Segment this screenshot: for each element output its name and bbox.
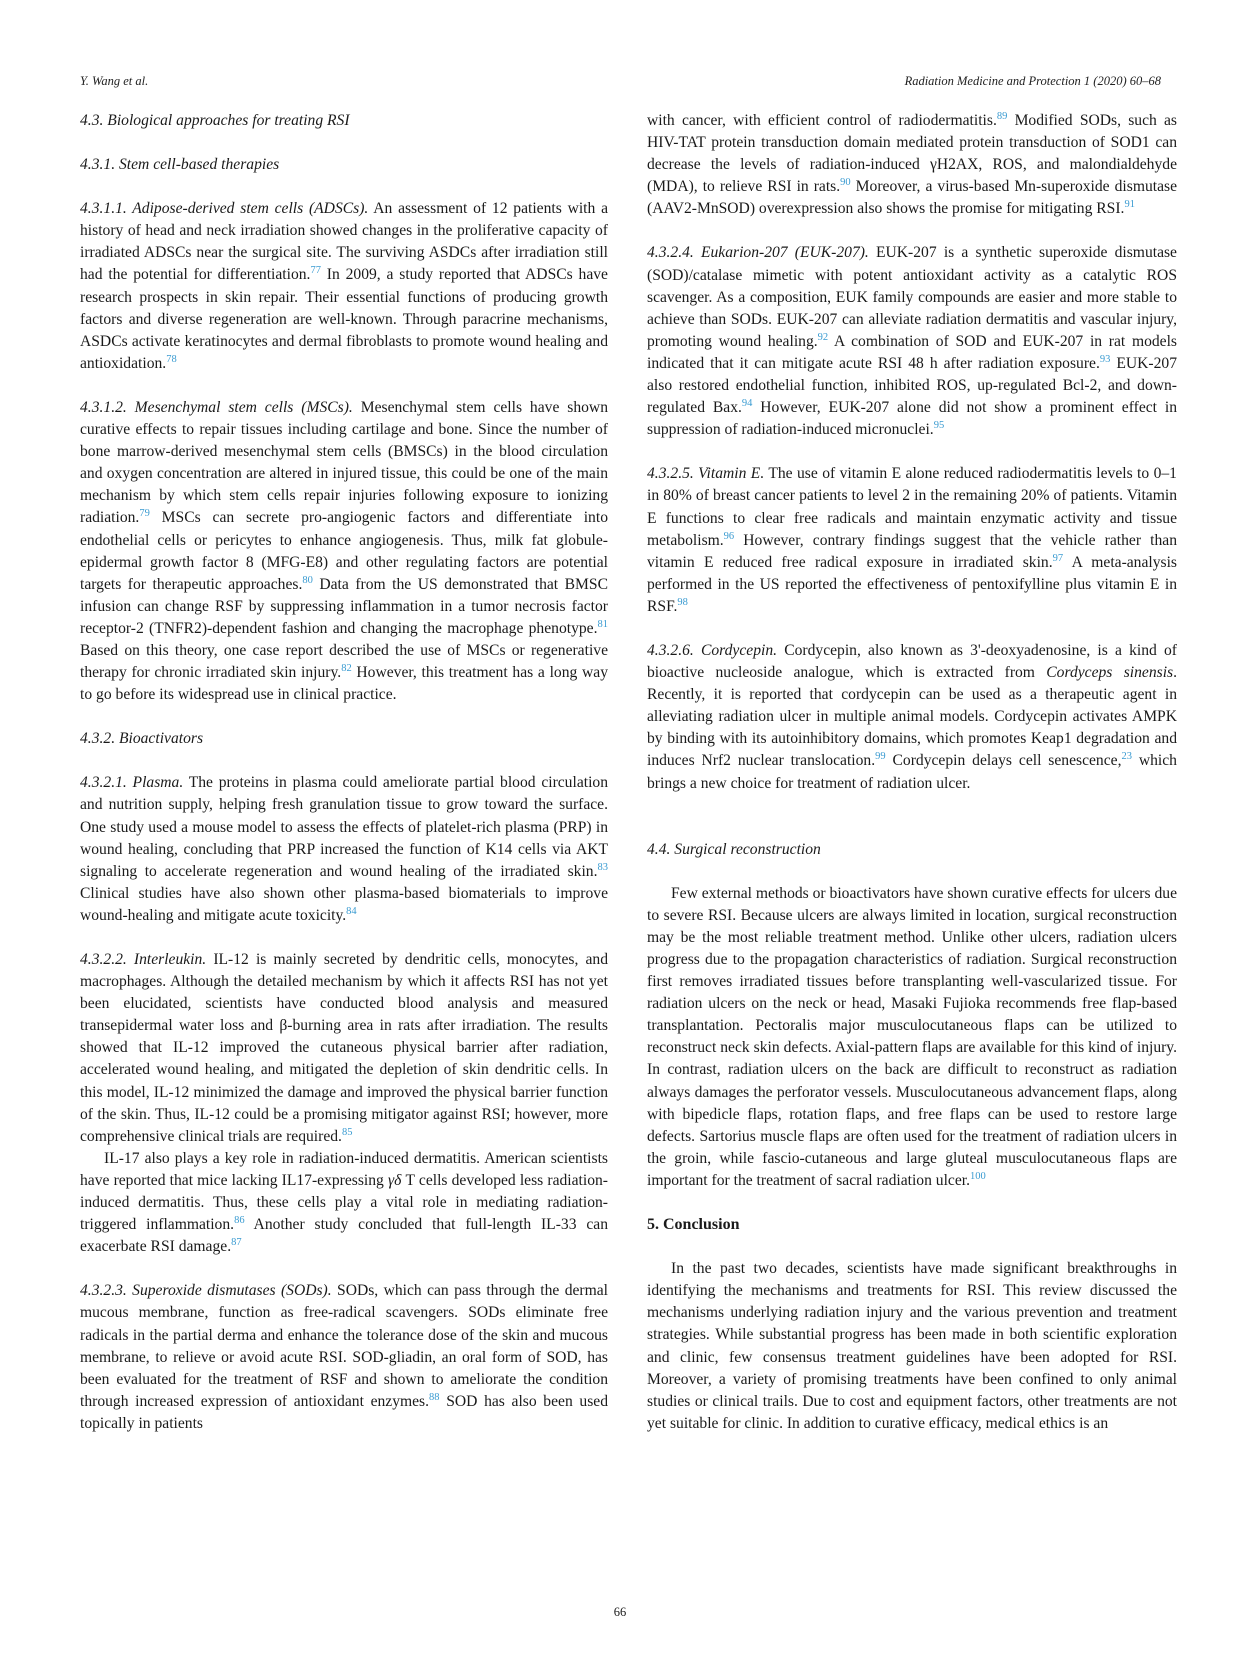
subsection-heading-adsc: 4.3.1.1. Adipose-derived stem cells (ADSCs). bbox=[80, 200, 369, 218]
paragraph-conclusion: In the past two decades, scientists have made significant breakthroughs in identifying the mechanisms and treatments for RSI. This review discussed the mechanisms underlying radiation injury and the various prevention and treatment strategies. While substantial progress has been made in both scientific exploration and clinic, few consensus treatment guidelines have been adopted for RSI. Moreover, a variety of promising treatments have been confined to only animal studies or clinical trails. Due to cost and equipment factors, other treatments are not yet suitable for clinic. In addition to curative efficacy, medical ethics is an bbox=[647, 1260, 1177, 1432]
text: However, EUK-207 alone did not show a prominent effect in suppression of radiation-induced micronuclei. bbox=[647, 399, 1177, 439]
text: Clinical studies have also shown other plasma-based biomaterials to improve wound-healing and mitigate acute toxicity. bbox=[80, 884, 608, 924]
paragraph-euk207 bbox=[647, 242, 1177, 441]
section-heading-4-3-2: 4.3.2. Bioactivators bbox=[80, 730, 204, 748]
running-header-journal: Radiation Medicine and Protection 1 (2020) 60–68 bbox=[904, 74, 1161, 88]
text: Few external methods or bioactivators have shown curative effects for ulcers due to severe RSI. Because ulcers are always limited in location, surgical reconstruction may be the most reliable treatment method. Unlike other ulcers, radiation ulcers progress due to the propagation characteristics of radiation. Surgical reconstruction first removes irradiated tissues before transplanting well-vascularized tissue. For radiation ulcers on the neck or head, Masaki Fujioka recommends free flap-based transplantation. Pectoralis major musculocutaneous flaps can be utilized to reconstruct neck skin defects. Axial-pattern flaps are available for this kind of injury. In contrast, radiation ulcers on the back are difficult to reconstruct as radiation always damages the perforator vessels. Musculocutaneous advancement flaps, along with bipedicle flaps, rotation flaps, and free flaps can be used to restore large defects. Sartorius muscle flaps are often used for the treatment of radiation ulcers in the groin, while fascio-cutaneous and large gluteal musculocutaneous flaps are important for the treatment of sacral radiation ulcer. bbox=[647, 884, 1177, 1189]
subsection-heading-plasma: 4.3.2.1. Plasma. bbox=[80, 774, 184, 792]
paragraph-interleukin bbox=[80, 949, 608, 1148]
paragraph-surgical bbox=[647, 883, 1177, 1192]
ref-link[interactable]: 88 bbox=[429, 1391, 440, 1403]
text: In 2009, a study reported that ADSCs have research prospects in skin repair. Their essential functions of producing growth factors and diverse regeneration are well-known. Through paracrine mechanisms, ASDCs activate keratinocytes and dermal fibroblasts to promote wound healing and antioxidation. bbox=[80, 266, 608, 372]
ref-link[interactable]: 85 bbox=[341, 1126, 353, 1138]
text: Mesenchymal stem cells have shown curative effects to repair tissues including cartilage and bone. Since the number of bone marrow-derived mesenchymal stem cells (BMSCs) in the blood circulation and oxygen concentration are altered in injured tissue, this could be one of the main mechanism by which stem cells repair injuries following exposure to ionizing radiation. bbox=[80, 398, 608, 527]
paragraph-cordycepin bbox=[647, 640, 1177, 795]
ref-link[interactable]: 23 bbox=[1121, 751, 1132, 763]
paragraph-sod-continued bbox=[647, 110, 1177, 220]
text: The use of vitamin E alone reduced radiodermatitis levels to 0–1 in 80% of breast cancer patients to level 2 in the remaining 20% of patients. Vitamin E functions to clear free radicals and maintain enzymatic activity and tissue metabolism. bbox=[647, 465, 1177, 549]
subsection-heading-euk207: 4.3.2.4. Eukarion-207 (EUK-207). bbox=[647, 244, 869, 262]
subsection-heading-sod: 4.3.2.3. Superoxide dismutases (SODs). bbox=[80, 1282, 332, 1300]
ref-link[interactable]: 92 bbox=[817, 331, 829, 343]
right-column bbox=[647, 110, 1177, 1435]
section-heading-4-3: 4.3. Biological approaches for treating RSI bbox=[80, 112, 350, 129]
ref-link[interactable]: 87 bbox=[231, 1237, 242, 1249]
ref-link[interactable]: 99 bbox=[875, 751, 886, 763]
running-header-authors: Y. Wang et al. bbox=[80, 74, 149, 88]
ref-link[interactable]: 91 bbox=[1124, 199, 1135, 211]
section-heading-5: 5. Conclusion bbox=[647, 1216, 740, 1234]
ref-link[interactable]: 100 bbox=[970, 1170, 986, 1182]
ref-link[interactable]: 80 bbox=[302, 574, 313, 586]
ref-link[interactable]: 98 bbox=[677, 596, 688, 608]
left-column bbox=[80, 110, 608, 1435]
section-heading-4-3-1: 4.3.1. Stem cell-based therapies bbox=[80, 156, 280, 174]
text: with cancer, with efficient control of radiodermatitis. bbox=[647, 112, 997, 129]
ref-link[interactable]: 78 bbox=[166, 353, 177, 365]
text: EUK-207 is a synthetic superoxide dismutase (SOD)/catalase mimetic with potent antioxidant activity as a catalytic ROS scavenger. As a composition, EUK family compounds are easier and more stable to achieve than SODs. EUK-207 can alleviate radiation dermatitis and vascular injury, promoting wound healing. bbox=[647, 244, 1177, 350]
ref-link[interactable]: 82 bbox=[341, 663, 352, 675]
ref-link[interactable]: 79 bbox=[139, 508, 150, 520]
subsection-heading-interleukin: 4.3.2.2. Interleukin. bbox=[80, 951, 207, 968]
ref-link[interactable]: 89 bbox=[996, 111, 1008, 122]
text: T cells developed less radiation-induced dermatitis. Thus, these cells play a vital role in mediating radiation-triggered inflammation. bbox=[80, 1171, 608, 1234]
paragraph-msc bbox=[80, 397, 608, 706]
paragraph-plasma bbox=[80, 772, 608, 927]
subsection-heading-vitamin-e: 4.3.2.5. Vitamin E. bbox=[647, 465, 765, 483]
section-heading-4-4: 4.4. Surgical reconstruction bbox=[647, 840, 821, 858]
ref-link[interactable]: 96 bbox=[723, 530, 735, 542]
gamma-delta-symbol: γδ bbox=[388, 1171, 402, 1189]
text: Cordycepin, also known as 3'-deoxyadenosine, is a kind of bioactive nucleoside analogue, which is extracted from bbox=[647, 641, 1177, 682]
text: A combination of SOD and EUK-207 in rat models indicated that it can mitigate acute RSI 48 h after radiation exposure. bbox=[647, 332, 1177, 372]
text: Moreover, a virus-based Mn-superoxide dismutase (AAV2-MnSOD) overexpression also shows the promise for mitigating RSI. bbox=[647, 178, 1177, 218]
ref-link[interactable]: 95 bbox=[933, 420, 945, 432]
ref-link[interactable]: 97 bbox=[1052, 552, 1064, 564]
ref-link[interactable]: 90 bbox=[840, 177, 851, 189]
text: Data from the US demonstrated that BMSC infusion can change RSF by suppressing inflammation in a tumor necrosis factor receptor-2 (TNFR2)-dependent fashion and changing the macrophage phenotype. bbox=[80, 575, 608, 637]
ref-link[interactable]: 81 bbox=[597, 618, 608, 630]
text: Modified SODs, such as HIV-TAT protein transduction domain mediated protein transduction of SOD1 can decrease the levels of radiation-induced γH2AX, ROS, and malondialdehyde (MDA), to relieve RSI in rats. bbox=[647, 112, 1177, 196]
text: SODs, which can pass through the dermal mucous membrane, function as free-radical scavengers. SODs eliminate free radicals in the partial derma and enhance the tolerance dose of the skin and mucous membrane, to relieve or avoid acute RSI. SOD-gliadin, an oral form of SOD, has been evaluated for the treatment of RSF and shown to ameliorate the condition through increased expression of antioxidant enzymes. bbox=[80, 1282, 608, 1410]
text: Another study concluded that full-length IL-33 can exacerbate RSI damage. bbox=[80, 1216, 608, 1256]
species-name: Cordyceps sinensis bbox=[1046, 664, 1174, 682]
paragraph-vitamin-e bbox=[647, 463, 1177, 618]
ref-link[interactable]: 84 bbox=[346, 905, 357, 917]
text: Based on this theory, one case report described the use of MSCs or regenerative therapy for chronic irradiated skin injury. bbox=[80, 641, 608, 682]
text: A meta-analysis performed in the US reported the effectiveness of pentoxifylline plus vitamin E in RSF. bbox=[647, 553, 1178, 615]
text: IL-12 is mainly secreted by dendritic cells, monocytes, and macrophages. Although the detailed mechanism by which it affects RSI has not yet been elucidated, scientists have conducted blood analysis and measured transepidermal water loss and β-burning area in rats after irradiation. The results showed that IL-12 improved the cutaneous physical barrier after radiation, accelerated wound healing, and mitigated the depletion of skin dendritic cells. In this model, IL-12 minimized the damage and improved the physical barrier function of the skin. Thus, IL-12 could be a promising mitigator against RSI; however, more comprehensive clinical trials are required. bbox=[80, 951, 609, 1145]
paragraph-il17 bbox=[80, 1148, 608, 1258]
text: SOD has also been used topically in patients bbox=[80, 1392, 608, 1432]
text: However, contrary findings suggest that the vehicle rather than vitamin E reduced free radical exposure in irradiated skin. bbox=[647, 531, 1177, 571]
text: EUK-207 also restored endothelial function, inhibited ROS, up-regulated Bcl-2, and down-regulated Bax. bbox=[647, 354, 1178, 417]
text: An assessment of 12 patients with a history of head and neck irradiation showed changes in the proliferative capacity of irradiated ADSCs near the surgical site. The surviving ASDCs after irradiation still had the potential for differentiation. bbox=[80, 200, 608, 284]
paragraph-adsc bbox=[80, 198, 608, 375]
ref-link[interactable]: 93 bbox=[1099, 353, 1111, 365]
text: Cordycepin delays cell senescence, bbox=[885, 752, 1122, 770]
paragraph-sod bbox=[80, 1280, 608, 1435]
text: . Recently, it is reported that cordycepin can be used as a therapeutic agent in alleviating radiation ulcer in multiple animal models. Cordycepin activates AMPK by binding with its autoinhibitory domains, which promotes Keap1 degradation and induces Nrf2 nuclear translocation. bbox=[647, 664, 1177, 770]
text: MSCs can secrete pro-angiogenic factors and differentiate into endothelial cells or pericytes to enhance angiogenesis. Thus, milk fat globule-epidermal growth factor 8 (MFG-E8) and other regulating factors are potential targets for therapeutic approaches. bbox=[80, 509, 608, 593]
text: which brings a new choice for treatment of radiation ulcer. bbox=[647, 752, 1177, 792]
text: IL-17 also plays a key role in radiation-induced dermatitis. American scientists have reported that mice lacking IL17-expressing bbox=[80, 1149, 608, 1189]
ref-link[interactable]: 83 bbox=[597, 861, 608, 873]
subsection-heading-cordycepin: 4.3.2.6. Cordycepin. bbox=[647, 641, 778, 659]
ref-link[interactable]: 86 bbox=[234, 1215, 245, 1227]
text: The proteins in plasma could ameliorate partial blood circulation and nutrition supply, helping fresh granulation tissue to grow toward the surface. One study used a mouse model to assess the effects of platelet-rich plasma (PRP) in wound healing, concluding that PRP increased the function of K14 cells via AKT signaling to accelerate regeneration and wound healing of the irradiated skin. bbox=[80, 774, 608, 880]
ref-link[interactable]: 77 bbox=[310, 265, 321, 277]
page-number: 66 bbox=[613, 1605, 627, 1619]
ref-link[interactable]: 94 bbox=[741, 398, 753, 410]
subsection-heading-msc: 4.3.1.2. Mesenchymal stem cells (MSCs). bbox=[80, 398, 353, 416]
text: However, this treatment has a long way to go before its widespread use in clinical practice. bbox=[80, 664, 608, 704]
